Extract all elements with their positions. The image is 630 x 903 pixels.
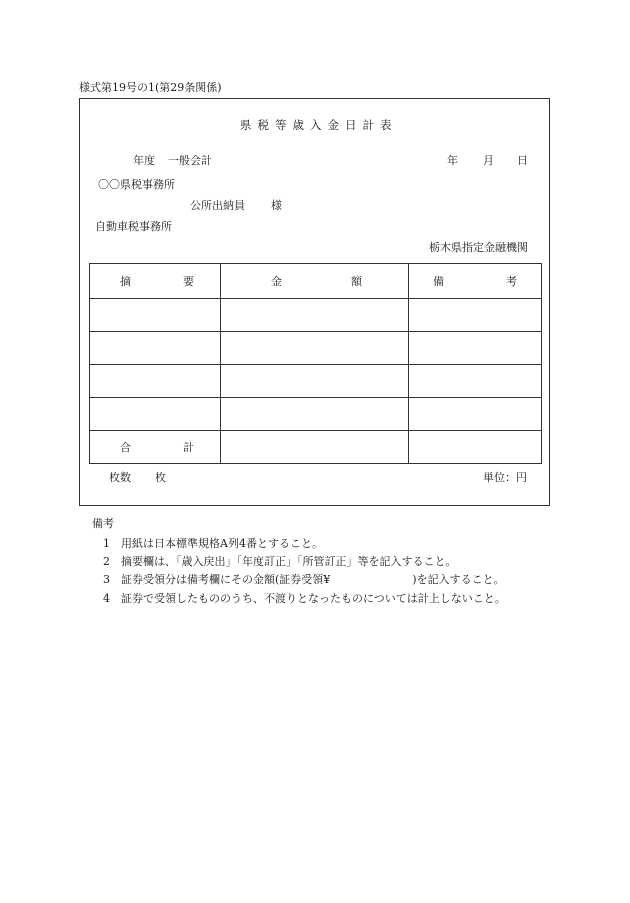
cashier-label: 公所出納員 — [190, 199, 245, 212]
total-remarks-cell[interactable] — [409, 431, 542, 464]
form-number-label: 様式第19号の1(第29条関係) — [79, 81, 222, 94]
currency-unit-label: 単位：円 — [483, 471, 527, 484]
total-label-cell: 合 計 — [90, 431, 221, 464]
date-month-label: 月 — [483, 154, 494, 167]
certificate-amount-blank[interactable] — [330, 574, 412, 586]
note-item: 4 証券で受領したもののうち、不渡りとなったものについては計上しないこと。 — [103, 592, 506, 605]
fiscal-year-label: 年度 — [133, 154, 155, 167]
header-summary: 摘 要 — [90, 264, 221, 299]
table-row — [90, 332, 542, 365]
bank-label: 栃木県指定金融機関 — [429, 241, 528, 254]
table-header-row — [90, 264, 542, 299]
cell-amount[interactable] — [221, 398, 409, 431]
cell-remarks[interactable] — [409, 332, 542, 365]
cell-remarks[interactable] — [409, 398, 542, 431]
daily-revenue-table — [89, 263, 542, 464]
note-item: 1 用紙は日本標準規格A列4番とすること。 — [103, 537, 323, 550]
date-year-label: 年 — [447, 154, 458, 167]
note-item: 2 摘要欄は、「歳入戻出」「年度訂正」「所管訂正」等を記入すること。 — [103, 555, 457, 568]
cell-amount[interactable] — [221, 332, 409, 365]
header-amount: 金 額 — [221, 264, 409, 299]
cell-remarks[interactable] — [409, 299, 542, 332]
form-title: 県税等歳入金日計表 — [240, 118, 398, 132]
sheet-count-label: 枚数 — [109, 471, 131, 484]
date-day-label: 日 — [517, 154, 528, 167]
header-remarks: 備 考 — [409, 264, 542, 299]
cell-amount[interactable] — [221, 299, 409, 332]
table-row — [90, 398, 542, 431]
cell-summary[interactable] — [90, 365, 221, 398]
table-total-row — [90, 431, 542, 464]
auto-tax-office-label: 自動車税事務所 — [95, 220, 172, 233]
total-amount-cell[interactable] — [221, 431, 409, 464]
tax-office-label: 〇〇県税事務所 — [98, 178, 175, 191]
cell-amount[interactable] — [221, 365, 409, 398]
cell-summary[interactable] — [90, 398, 221, 431]
table-row — [90, 365, 542, 398]
cell-remarks[interactable] — [409, 365, 542, 398]
sheet-count-unit: 枚 — [155, 471, 166, 484]
account-label: 一般会計 — [168, 154, 212, 167]
cell-summary[interactable] — [90, 299, 221, 332]
honorific-label: 様 — [271, 199, 282, 212]
note-item: 3 証券受領分は備考欄にその金額(証券受領¥ )を記入すること。 — [103, 573, 505, 586]
table-row — [90, 299, 542, 332]
notes-heading: 備考 — [92, 517, 114, 530]
cell-summary[interactable] — [90, 332, 221, 365]
